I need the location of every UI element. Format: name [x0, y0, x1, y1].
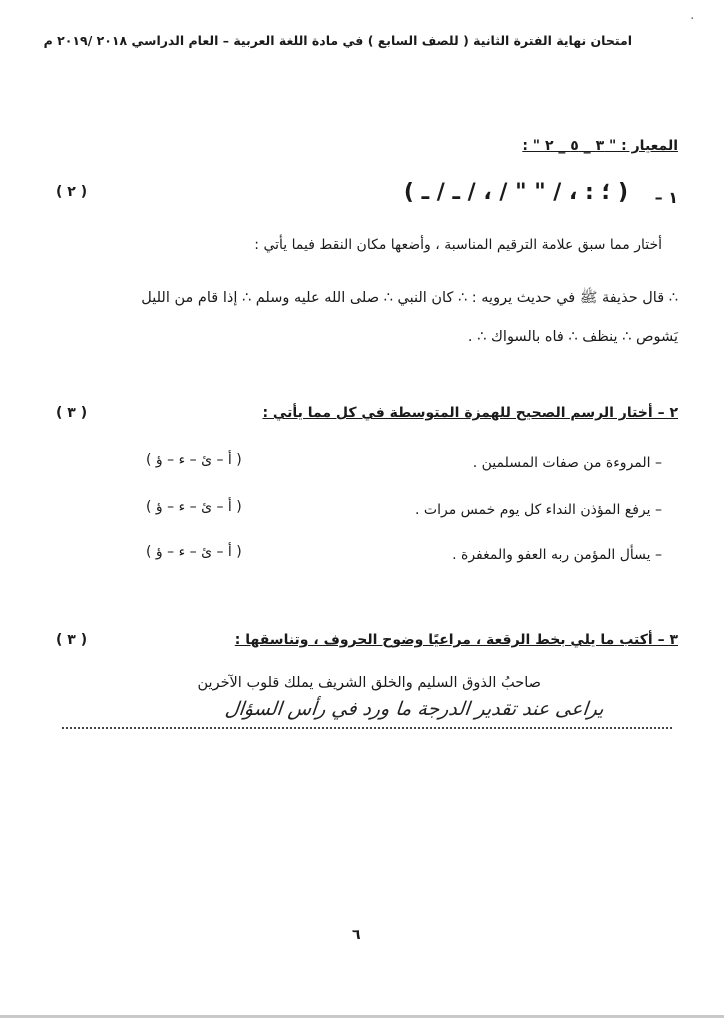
- question-2-choices-3: ( أ – ئ – ء – ؤ ): [146, 544, 242, 560]
- scan-edge: [0, 1015, 724, 1018]
- question-1-line-2: يَشوص ∴ ينظف ∴ فاه بالسواك ∴ .: [467, 329, 678, 345]
- question-2-item-2: – يرفع المؤذن النداء كل يوم خمس مرات .: [415, 502, 662, 518]
- handwritten-note: يراعى عند تقدير الدرجة ما ورد في رأس السؤال: [224, 698, 606, 720]
- exam-header: امتحان نهاية الفترة الثانية ( للصف السابع ) في مادة اللغة العربية – العام الدراسي ٢٠١٨ /٢٠١٩ م: [43, 33, 632, 48]
- question-3-marks: ( ٣ ): [56, 632, 88, 648]
- question-2-choices-2: ( أ – ئ – ء – ؤ ): [146, 499, 242, 515]
- question-1-instruction: أختار مما سبق علامة الترقيم المناسبة ، وأضعها مكان النقط فيما يأتي :: [254, 237, 662, 253]
- question-1-marks: ( ٢ ): [56, 184, 88, 200]
- question-3-title: ٣ – أكتب ما يلي بخط الرقعة ، مراعيًا وضوح الحروف ، وتناسقها :: [234, 632, 678, 648]
- question-2-choices-1: ( أ – ئ – ء – ؤ ): [146, 452, 242, 468]
- question-1-line-1: ∴ قال حذيفة ﷺ في حديث يرويه : ∴ كان النبي ∴ صلى الله عليه وسلم ∴ إذا قام من الليل: [141, 290, 678, 306]
- punctuation-sequence: ( ؛ : ، / " " / ، / ـ / ـ ): [403, 180, 628, 205]
- criterion-label: المعيار : " ٣ _ ٥ _ ٢ " :: [522, 138, 678, 154]
- writing-line: [62, 727, 672, 729]
- question-1-number: ١ –: [654, 188, 678, 207]
- question-2-item-1: – المروءة من صفات المسلمين .: [472, 455, 662, 471]
- question-3-sentence: صاحبُ الذوق السليم والخلق الشريف يملك قلوب الآخرين: [197, 675, 541, 691]
- question-2-title: ٢ – أختار الرسم الصحيح للهمزة المتوسطة في كل مما يأتي :: [262, 405, 678, 421]
- question-2-item-3: – يسأل المؤمن ربه العفو والمغفرة .: [452, 547, 662, 563]
- page-number: ٦: [352, 927, 361, 943]
- question-2-marks: ( ٣ ): [56, 405, 88, 421]
- corner-mark: ٠: [688, 10, 696, 26]
